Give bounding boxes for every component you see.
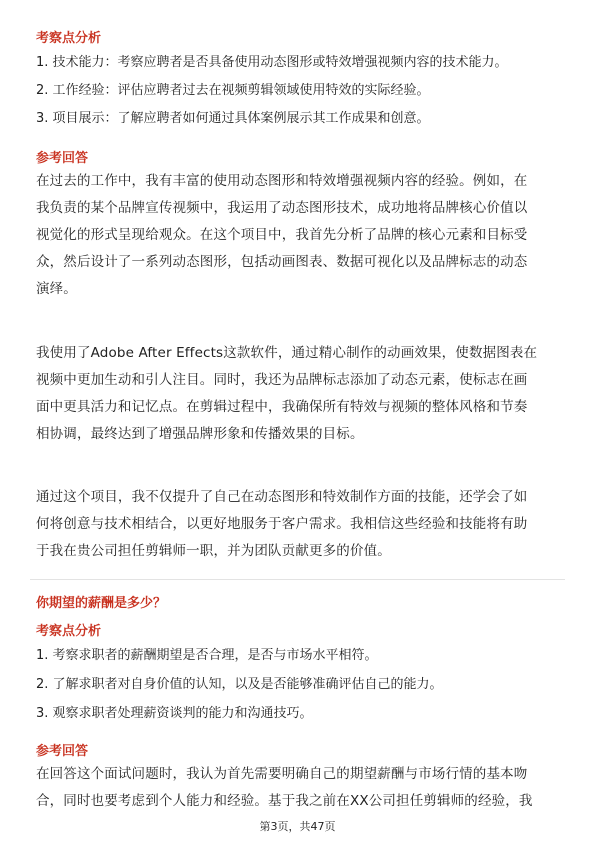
paragraph-line: 我负责的某个品牌宣传视频中，我运用了动态图形技术，成功地将品牌核心价值以 xyxy=(36,200,528,216)
paragraph-line: 相协调，最终达到了增强品牌形象和传播效果的目标。 xyxy=(36,426,364,442)
paragraph-line: 在过去的工作中，我有丰富的使用动态图形和特效增强视频内容的经验。例如，在 xyxy=(36,173,528,189)
paragraph-line: 我使用了Adobe After Effects这款软件，通过精心制作的动画效果，使数据图表在 xyxy=(36,345,538,361)
paragraph-line: 面中更具活力和记忆点。在剪辑过程中，我确保所有特效与视频的整体风格和节奏 xyxy=(36,399,528,415)
section-heading-answer: 参考回答 xyxy=(36,151,89,166)
answer-paragraph xyxy=(36,168,566,303)
paragraph-line: 视频中更加生动和引人注目。同时，我还为品牌标志添加了动态元素，使标志在画 xyxy=(36,372,528,388)
interview-question: 你期望的薪酬是多少？ xyxy=(36,596,167,611)
paragraph-line: 众，然后设计了一系列动态图形，包括动画图表、数据可视化以及品牌标志的动态 xyxy=(36,254,528,270)
paragraph-line: 在回答这个面试问题时，我认为首先需要明确自己的期望薪酬与市场行情的基本吻 xyxy=(36,766,528,782)
answer-paragraph xyxy=(36,761,566,815)
paragraph-line: 通过这个项目，我不仅提升了自己在动态图形和特效制作方面的技能，还学会了如 xyxy=(36,489,528,505)
list-item: 3. 项目展示：了解应聘者如何通过具体案例展示其工作成果和创意。 xyxy=(36,111,430,126)
paragraph-line: 何将创意与技术相结合，以更好地服务于客户需求。我相信这些经验和技能将有助 xyxy=(36,516,528,532)
paragraph-line: 演绎。 xyxy=(36,281,77,297)
paragraph-line: 视觉化的形式呈现给观众。在这个项目中，我首先分析了品牌的核心元素和目标受 xyxy=(36,227,528,243)
section-heading-analysis: 考察点分析 xyxy=(36,31,102,46)
list-item: 1. 技术能力：考察应聘者是否具备使用动态图形或特效增强视频内容的技术能力。 xyxy=(36,55,508,70)
paragraph-line: 于我在贵公司担任剪辑师一职，并为团队贡献更多的价值。 xyxy=(36,543,391,559)
section-heading-analysis: 考察点分析 xyxy=(36,624,102,639)
answer-paragraph xyxy=(36,484,566,565)
section-divider xyxy=(30,579,565,580)
paragraph-line: 合，同时也要考虑到个人能力和经验。基于我之前在XX公司担任剪辑师的经验，我 xyxy=(36,793,533,809)
answer-paragraph xyxy=(36,340,566,448)
list-item: 3. 观察求职者处理薪资谈判的能力和沟通技巧。 xyxy=(36,706,313,721)
section-heading-answer: 参考回答 xyxy=(36,744,89,759)
list-item: 2. 了解求职者对自身价值的认知，以及是否能够准确评估自己的能力。 xyxy=(36,677,443,692)
page-number: 第3页，共47页 xyxy=(259,820,336,833)
list-item: 1. 考察求职者的薪酬期望是否合理，是否与市场水平相符。 xyxy=(36,648,378,663)
list-item: 2. 工作经验：评估应聘者过去在视频剪辑领域使用特效的实际经验。 xyxy=(36,83,430,98)
